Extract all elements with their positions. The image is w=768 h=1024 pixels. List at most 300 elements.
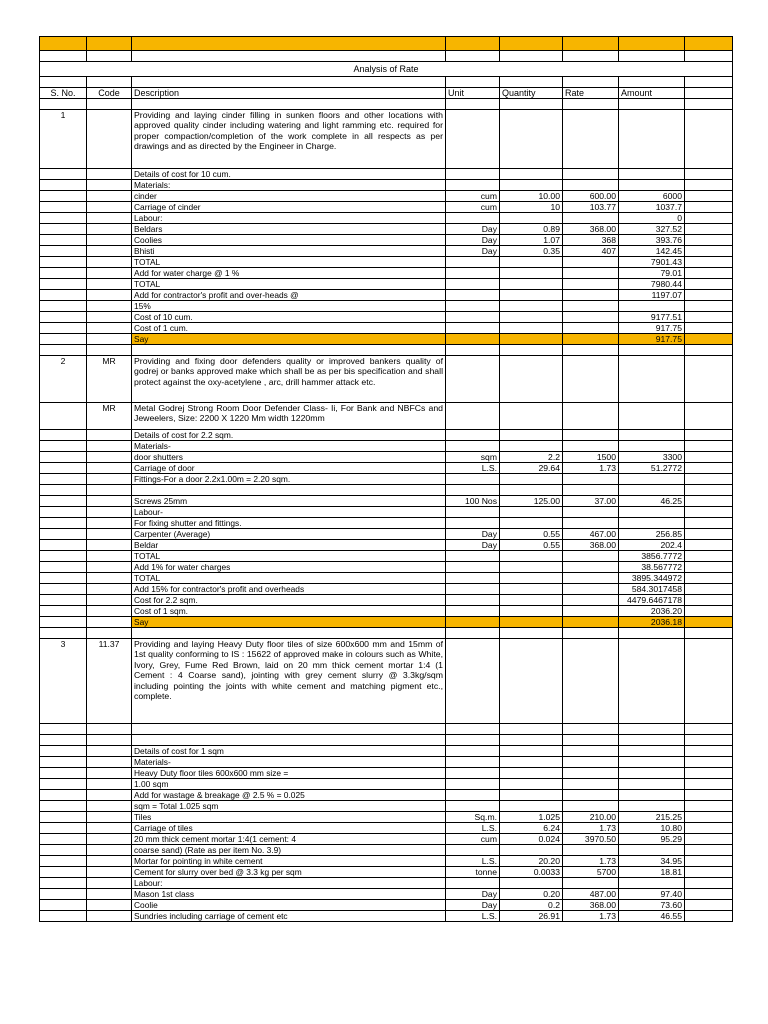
quantity-cell bbox=[500, 562, 563, 573]
sno-cell bbox=[40, 507, 87, 518]
code-cell bbox=[87, 900, 132, 911]
description-cell: Carriage of tiles bbox=[132, 823, 446, 834]
code-cell bbox=[87, 540, 132, 551]
unit-cell: L.S. bbox=[446, 856, 500, 867]
sno-cell bbox=[40, 900, 87, 911]
unit-cell bbox=[446, 441, 500, 452]
table-row bbox=[40, 812, 733, 823]
sno-cell bbox=[40, 801, 87, 812]
amount-cell bbox=[619, 356, 685, 403]
amount-cell: 584.3017458 bbox=[619, 584, 685, 595]
amount-cell: 9177.51 bbox=[619, 312, 685, 323]
extra-cell bbox=[685, 224, 733, 235]
sno-cell bbox=[40, 496, 87, 507]
code-cell bbox=[87, 441, 132, 452]
extra-cell bbox=[685, 845, 733, 856]
code-cell bbox=[87, 474, 132, 485]
amount-cell: 46.55 bbox=[619, 911, 685, 922]
table-row bbox=[40, 757, 733, 768]
quantity-cell bbox=[500, 279, 563, 290]
description-cell: TOTAL bbox=[132, 551, 446, 562]
sno-cell: 3 bbox=[40, 639, 87, 724]
extra-cell bbox=[685, 301, 733, 312]
code-cell bbox=[87, 628, 132, 639]
extra-cell bbox=[685, 180, 733, 191]
code-cell bbox=[87, 735, 132, 746]
quantity-cell bbox=[500, 312, 563, 323]
header-sno: S. No. bbox=[40, 88, 87, 99]
amount-cell bbox=[619, 878, 685, 889]
amount-cell: 4479.6467178 bbox=[619, 595, 685, 606]
description-cell bbox=[132, 628, 446, 639]
amount-cell bbox=[619, 779, 685, 790]
quantity-cell: 0.20 bbox=[500, 889, 563, 900]
amount-cell bbox=[619, 790, 685, 801]
table-row bbox=[40, 768, 733, 779]
sno-cell bbox=[40, 463, 87, 474]
unit-cell bbox=[446, 768, 500, 779]
sno-cell bbox=[40, 867, 87, 878]
rate-cell: 1500 bbox=[563, 452, 619, 463]
table-row bbox=[40, 562, 733, 573]
description-cell: TOTAL bbox=[132, 573, 446, 584]
extra-cell bbox=[685, 779, 733, 790]
quantity-cell: 0.0033 bbox=[500, 867, 563, 878]
amount-cell: 97.40 bbox=[619, 889, 685, 900]
unit-cell bbox=[446, 790, 500, 801]
description-cell: Say bbox=[132, 617, 446, 628]
extra-cell bbox=[685, 202, 733, 213]
rate-cell bbox=[563, 507, 619, 518]
code-cell bbox=[87, 768, 132, 779]
rate-cell bbox=[563, 257, 619, 268]
code-cell: MR bbox=[87, 403, 132, 430]
unit-cell bbox=[446, 290, 500, 301]
quantity-cell bbox=[500, 257, 563, 268]
unit-cell bbox=[446, 606, 500, 617]
description-cell: Cost for 2.2 sqm. bbox=[132, 595, 446, 606]
rate-cell bbox=[563, 334, 619, 345]
code-cell bbox=[87, 779, 132, 790]
quantity-cell: 20.20 bbox=[500, 856, 563, 867]
description-cell: Cost of 1 sqm. bbox=[132, 606, 446, 617]
rate-cell bbox=[563, 430, 619, 441]
description-cell: Providing and laying Heavy Duty floor tiles of size 600x600 mm and 15mm of 1st quality conforming to IS : 15622 of approved make in colours such as White, Ivory, Grey, Fume Red Brown, laid on 20 mm thick cement mortar 1:4 (1 Cement : 4 Coarse sand), jointing with grey cement slurry @ 3.3kg/sqm including pointing the joints with white cement and matching pigment etc., complete. bbox=[132, 639, 446, 724]
sno-cell bbox=[40, 224, 87, 235]
sno-cell bbox=[40, 735, 87, 746]
sno-cell bbox=[40, 628, 87, 639]
amount-cell: 95.29 bbox=[619, 834, 685, 845]
extra-cell bbox=[685, 834, 733, 845]
description-cell: Metal Godrej Strong Room Door Defender Class- Ii, For Bank and NBFCs and Jeweelers, Size: 2200 X 1220 Mm width 1220mm bbox=[132, 403, 446, 430]
table-row bbox=[40, 312, 733, 323]
header-rate: Rate bbox=[563, 88, 619, 99]
unit-cell bbox=[446, 180, 500, 191]
quantity-cell bbox=[500, 878, 563, 889]
quantity-cell bbox=[500, 334, 563, 345]
amount-cell: 917.75 bbox=[619, 334, 685, 345]
description-cell: Materials: bbox=[132, 180, 446, 191]
table-row bbox=[40, 246, 733, 257]
description-cell: Providing and fixing door defenders quality or improved bankers quality of godrej or banks approved make which shall be as per bis specification and shall protect against the oxy-acetylene , arc, drill hammer attack etc. bbox=[132, 356, 446, 403]
unit-cell bbox=[446, 746, 500, 757]
table-row bbox=[40, 518, 733, 529]
description-cell: Add for water charge @ 1 % bbox=[132, 268, 446, 279]
unit-cell: Day bbox=[446, 235, 500, 246]
sno-cell bbox=[40, 290, 87, 301]
unit-cell bbox=[446, 323, 500, 334]
table-row bbox=[40, 900, 733, 911]
table-row bbox=[40, 584, 733, 595]
code-cell bbox=[87, 463, 132, 474]
code-cell bbox=[87, 867, 132, 878]
sno-cell bbox=[40, 257, 87, 268]
quantity-cell bbox=[500, 268, 563, 279]
sno-cell bbox=[40, 540, 87, 551]
sno-cell bbox=[40, 191, 87, 202]
description-cell: Details of cost for 1 sqm bbox=[132, 746, 446, 757]
amount-cell bbox=[619, 441, 685, 452]
rate-cell bbox=[563, 403, 619, 430]
unit-cell: Day bbox=[446, 224, 500, 235]
rate-cell bbox=[563, 441, 619, 452]
quantity-cell bbox=[500, 110, 563, 169]
description-cell: door shutters bbox=[132, 452, 446, 463]
rate-cell: 210.00 bbox=[563, 812, 619, 823]
unit-cell: Day bbox=[446, 246, 500, 257]
extra-cell bbox=[685, 169, 733, 180]
rate-cell: 1.73 bbox=[563, 463, 619, 474]
code-cell bbox=[87, 334, 132, 345]
description-cell: For fixing shutter and fittings. bbox=[132, 518, 446, 529]
quantity-cell bbox=[500, 99, 563, 110]
amount-cell bbox=[619, 628, 685, 639]
extra-cell bbox=[685, 279, 733, 290]
amount-cell: 7980.44 bbox=[619, 279, 685, 290]
table-row bbox=[40, 529, 733, 540]
sno-cell bbox=[40, 757, 87, 768]
rate-cell bbox=[563, 323, 619, 334]
sno-cell bbox=[40, 312, 87, 323]
quantity-cell: 125.00 bbox=[500, 496, 563, 507]
description-cell: Carriage of cinder bbox=[132, 202, 446, 213]
rate-cell bbox=[563, 345, 619, 356]
unit-cell: L.S. bbox=[446, 823, 500, 834]
amount-cell bbox=[619, 724, 685, 735]
table-row bbox=[40, 746, 733, 757]
table-row bbox=[40, 191, 733, 202]
blank-row bbox=[40, 51, 733, 62]
unit-cell bbox=[446, 595, 500, 606]
extra-cell bbox=[685, 507, 733, 518]
sno-cell bbox=[40, 441, 87, 452]
unit-cell bbox=[446, 301, 500, 312]
sno-cell bbox=[40, 99, 87, 110]
quantity-cell: 0.2 bbox=[500, 900, 563, 911]
rate-cell bbox=[563, 790, 619, 801]
table-row bbox=[40, 441, 733, 452]
rate-cell: 368.00 bbox=[563, 540, 619, 551]
quantity-cell: 2.2 bbox=[500, 452, 563, 463]
rate-cell: 3970.50 bbox=[563, 834, 619, 845]
amount-cell bbox=[619, 757, 685, 768]
code-cell bbox=[87, 301, 132, 312]
quantity-cell bbox=[500, 573, 563, 584]
code-cell bbox=[87, 856, 132, 867]
sno-cell bbox=[40, 334, 87, 345]
extra-cell bbox=[685, 290, 733, 301]
amount-cell bbox=[619, 169, 685, 180]
table-row bbox=[40, 224, 733, 235]
table-row bbox=[40, 463, 733, 474]
unit-cell bbox=[446, 801, 500, 812]
extra-cell bbox=[685, 430, 733, 441]
rate-cell bbox=[563, 180, 619, 191]
code-cell bbox=[87, 551, 132, 562]
header-band bbox=[40, 37, 733, 51]
column-header-row bbox=[40, 88, 733, 99]
quantity-cell bbox=[500, 801, 563, 812]
unit-cell bbox=[446, 356, 500, 403]
amount-cell bbox=[619, 301, 685, 312]
table-row bbox=[40, 801, 733, 812]
sno-cell bbox=[40, 474, 87, 485]
code-cell: 11.37 bbox=[87, 639, 132, 724]
unit-cell bbox=[446, 268, 500, 279]
rate-cell: 5700 bbox=[563, 867, 619, 878]
table-row bbox=[40, 779, 733, 790]
rate-cell bbox=[563, 312, 619, 323]
sno-cell bbox=[40, 812, 87, 823]
rate-cell: 103.77 bbox=[563, 202, 619, 213]
sno-cell bbox=[40, 403, 87, 430]
code-cell bbox=[87, 312, 132, 323]
extra-cell bbox=[685, 323, 733, 334]
table-row bbox=[40, 323, 733, 334]
rate-cell bbox=[563, 301, 619, 312]
unit-cell bbox=[446, 628, 500, 639]
quantity-cell bbox=[500, 403, 563, 430]
description-cell: Fittings-For a door 2.2x1.00m = 2.20 sqm. bbox=[132, 474, 446, 485]
extra-cell bbox=[685, 867, 733, 878]
blank-row bbox=[40, 735, 733, 746]
quantity-cell: 0.024 bbox=[500, 834, 563, 845]
table-row bbox=[40, 540, 733, 551]
extra-cell bbox=[685, 356, 733, 403]
table-row bbox=[40, 595, 733, 606]
sno-cell bbox=[40, 606, 87, 617]
extra-cell bbox=[685, 900, 733, 911]
quantity-cell: 10 bbox=[500, 202, 563, 213]
code-cell bbox=[87, 757, 132, 768]
amount-cell bbox=[619, 403, 685, 430]
quantity-cell bbox=[500, 790, 563, 801]
blank-row bbox=[40, 724, 733, 735]
extra-cell bbox=[685, 441, 733, 452]
sno-cell bbox=[40, 856, 87, 867]
table-row bbox=[40, 856, 733, 867]
extra-cell bbox=[685, 518, 733, 529]
rate-cell bbox=[563, 110, 619, 169]
amount-cell bbox=[619, 735, 685, 746]
rate-cell: 487.00 bbox=[563, 889, 619, 900]
code-cell bbox=[87, 213, 132, 224]
description-cell: Screws 25mm bbox=[132, 496, 446, 507]
table-row bbox=[40, 911, 733, 922]
amount-cell: 51.2772 bbox=[619, 463, 685, 474]
code-cell: MR bbox=[87, 356, 132, 403]
table-row bbox=[40, 430, 733, 441]
rate-cell bbox=[563, 639, 619, 724]
code-cell bbox=[87, 323, 132, 334]
extra-cell bbox=[685, 639, 733, 724]
sno-cell bbox=[40, 878, 87, 889]
amount-cell: 46.25 bbox=[619, 496, 685, 507]
sno-cell bbox=[40, 779, 87, 790]
rate-cell bbox=[563, 584, 619, 595]
quantity-cell bbox=[500, 628, 563, 639]
quantity-cell: 1.07 bbox=[500, 235, 563, 246]
code-cell bbox=[87, 99, 132, 110]
rate-cell bbox=[563, 617, 619, 628]
unit-cell bbox=[446, 312, 500, 323]
code-cell bbox=[87, 878, 132, 889]
amount-cell: 1197.07 bbox=[619, 290, 685, 301]
extra-cell bbox=[685, 452, 733, 463]
amount-cell bbox=[619, 507, 685, 518]
extra-cell bbox=[685, 268, 733, 279]
code-cell bbox=[87, 606, 132, 617]
description-cell: cinder bbox=[132, 191, 446, 202]
description-cell: coarse sand) (Rate as per item No. 3.9) bbox=[132, 845, 446, 856]
rate-cell: 407 bbox=[563, 246, 619, 257]
rate-cell bbox=[563, 99, 619, 110]
description-cell: Add for wastage & breakage @ 2.5 % = 0.025 bbox=[132, 790, 446, 801]
description-cell: Mortar for pointing in white cement bbox=[132, 856, 446, 867]
quantity-cell bbox=[500, 757, 563, 768]
code-cell bbox=[87, 507, 132, 518]
amount-cell: 10.80 bbox=[619, 823, 685, 834]
extra-cell bbox=[685, 617, 733, 628]
quantity-cell bbox=[500, 301, 563, 312]
table-row bbox=[40, 169, 733, 180]
description-cell: Heavy Duty floor tiles 600x600 mm size = bbox=[132, 768, 446, 779]
extra-cell bbox=[685, 573, 733, 584]
description-cell: Sundries including carriage of cement etc bbox=[132, 911, 446, 922]
extra-cell bbox=[685, 191, 733, 202]
table-row bbox=[40, 279, 733, 290]
extra-cell bbox=[685, 595, 733, 606]
code-cell bbox=[87, 180, 132, 191]
sheet-title: Analysis of Rate bbox=[40, 62, 733, 77]
extra-cell bbox=[685, 312, 733, 323]
quantity-cell bbox=[500, 507, 563, 518]
table-row bbox=[40, 573, 733, 584]
extra-cell bbox=[685, 474, 733, 485]
code-cell bbox=[87, 191, 132, 202]
table-row bbox=[40, 356, 733, 403]
say-row bbox=[40, 334, 733, 345]
code-cell bbox=[87, 889, 132, 900]
header-extra bbox=[685, 88, 733, 99]
description-cell: TOTAL bbox=[132, 257, 446, 268]
quantity-cell: 10.00 bbox=[500, 191, 563, 202]
table-row bbox=[40, 452, 733, 463]
description-cell: TOTAL bbox=[132, 279, 446, 290]
amount-cell bbox=[619, 345, 685, 356]
description-cell: Say bbox=[132, 334, 446, 345]
rate-cell bbox=[563, 757, 619, 768]
quantity-cell bbox=[500, 323, 563, 334]
amount-cell: 2036.20 bbox=[619, 606, 685, 617]
quantity-cell bbox=[500, 430, 563, 441]
quantity-cell bbox=[500, 606, 563, 617]
rate-cell bbox=[563, 573, 619, 584]
sno-cell bbox=[40, 518, 87, 529]
header-quantity: Quantity bbox=[500, 88, 563, 99]
description-cell: Cost of 1 cum. bbox=[132, 323, 446, 334]
amount-cell: 79.01 bbox=[619, 268, 685, 279]
description-cell: 15% bbox=[132, 301, 446, 312]
quantity-cell: 26.91 bbox=[500, 911, 563, 922]
table-row bbox=[40, 606, 733, 617]
quantity-cell bbox=[500, 345, 563, 356]
extra-cell bbox=[685, 735, 733, 746]
code-cell bbox=[87, 801, 132, 812]
unit-cell: Day bbox=[446, 540, 500, 551]
amount-cell bbox=[619, 639, 685, 724]
sno-cell bbox=[40, 889, 87, 900]
unit-cell: L.S. bbox=[446, 911, 500, 922]
amount-cell: 1037.7 bbox=[619, 202, 685, 213]
amount-cell: 256.85 bbox=[619, 529, 685, 540]
extra-cell bbox=[685, 628, 733, 639]
unit-cell bbox=[446, 724, 500, 735]
sno-cell bbox=[40, 911, 87, 922]
sno-cell bbox=[40, 790, 87, 801]
sno-cell bbox=[40, 452, 87, 463]
description-cell: Beldars bbox=[132, 224, 446, 235]
amount-cell: 3856.7772 bbox=[619, 551, 685, 562]
description-cell: Tiles bbox=[132, 812, 446, 823]
rate-cell bbox=[563, 724, 619, 735]
rate-cell: 1.73 bbox=[563, 911, 619, 922]
header-description: Description bbox=[132, 88, 446, 99]
sno-cell bbox=[40, 768, 87, 779]
quantity-cell: 0.89 bbox=[500, 224, 563, 235]
table-row bbox=[40, 403, 733, 430]
code-cell bbox=[87, 430, 132, 441]
code-cell bbox=[87, 169, 132, 180]
extra-cell bbox=[685, 801, 733, 812]
quantity-cell bbox=[500, 779, 563, 790]
amount-cell bbox=[619, 99, 685, 110]
rate-cell bbox=[563, 551, 619, 562]
unit-cell bbox=[446, 845, 500, 856]
rate-cell bbox=[563, 845, 619, 856]
amount-cell: 7901.43 bbox=[619, 257, 685, 268]
amount-cell: 3300 bbox=[619, 452, 685, 463]
table-row bbox=[40, 202, 733, 213]
quantity-cell bbox=[500, 768, 563, 779]
extra-cell bbox=[685, 485, 733, 496]
unit-cell bbox=[446, 779, 500, 790]
unit-cell bbox=[446, 518, 500, 529]
quantity-cell bbox=[500, 518, 563, 529]
quantity-cell bbox=[500, 213, 563, 224]
description-cell: Coolies bbox=[132, 235, 446, 246]
unit-cell: Day bbox=[446, 889, 500, 900]
